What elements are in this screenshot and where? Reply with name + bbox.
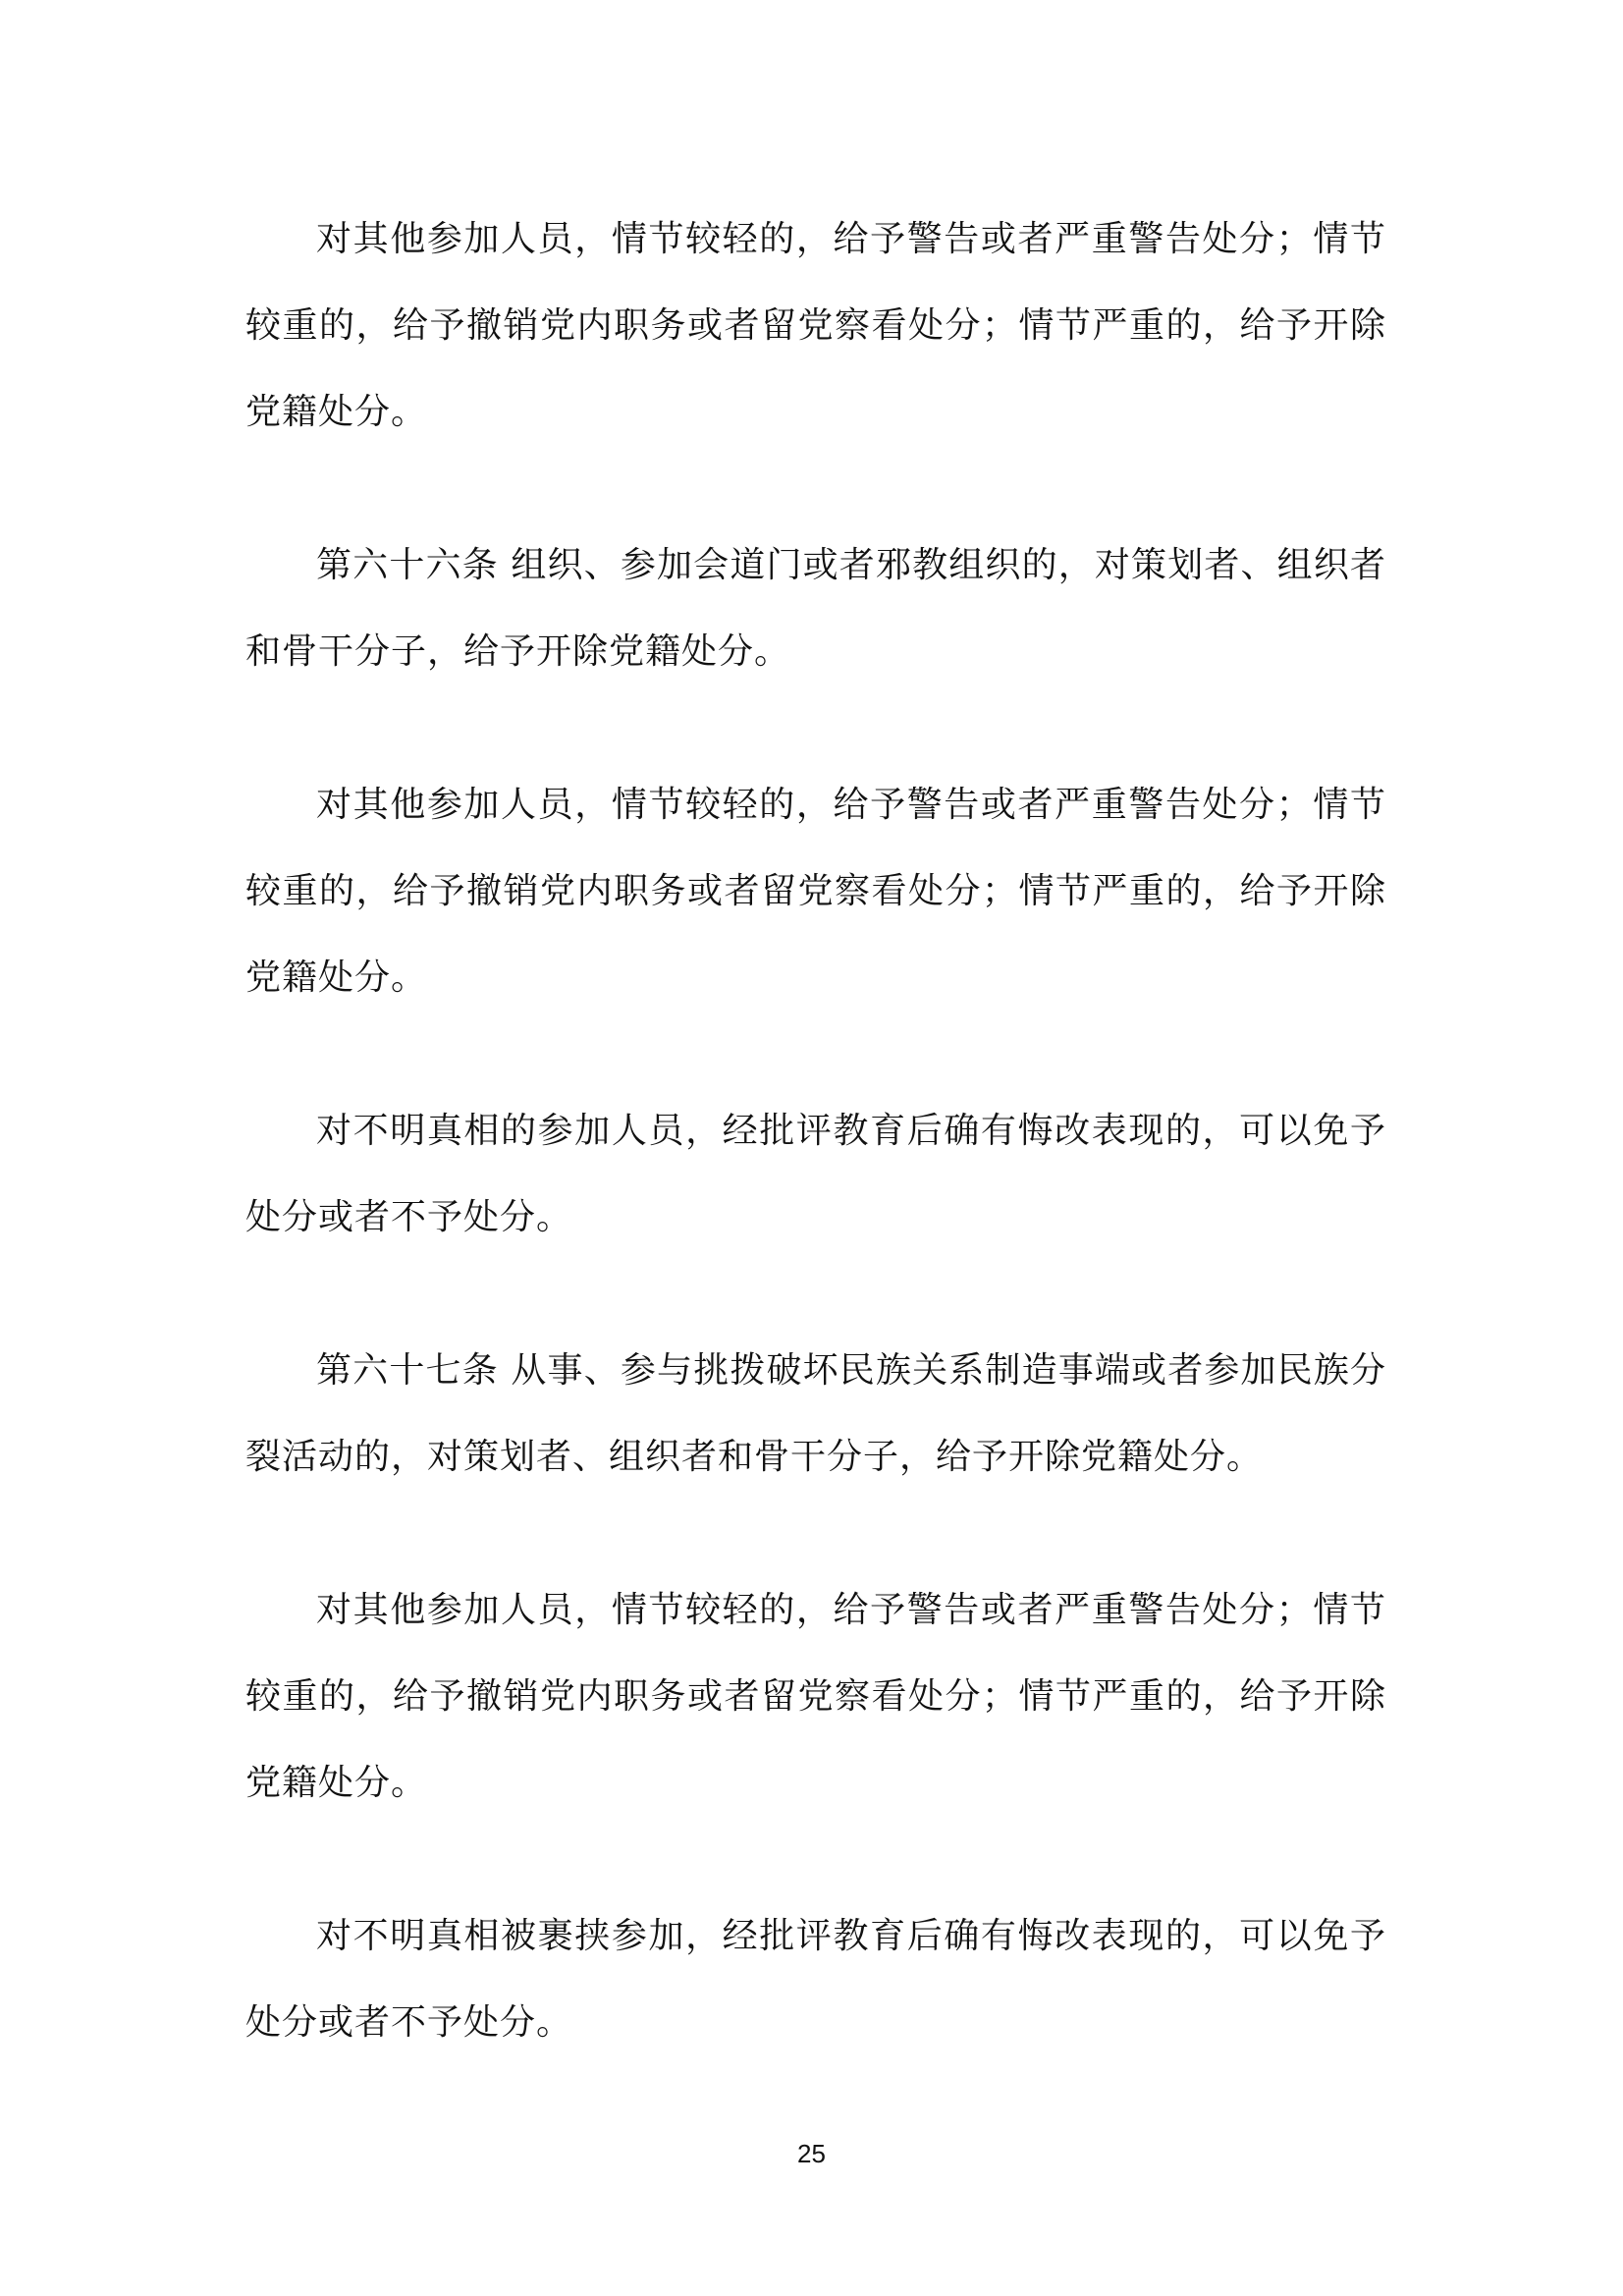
paragraph-1: 对其他参加人员，情节较轻的，给予警告或者严重警告处分；情节较重的，给予撤销党内职务或者留党察看处分；情节严重的，给予开除党籍处分。 [245,219,1386,432]
paragraph-3: 对其他参加人员，情节较轻的，给予警告或者严重警告处分；情节较重的，给予撤销党内职务或者留党察看处分；情节严重的，给予开除党籍处分。 [245,785,1386,998]
body-text [245,196,1386,2133]
page-number: 25 [797,2139,826,2168]
paragraph-2-article-66: 第六十六条 组织、参加会道门或者邪教组织的，对策划者、组织者和骨干分子，给予开除党籍处分。 [245,545,1386,672]
paragraph-5-article-67: 第六十七条 从事、参与挑拨破坏民族关系制造事端或者参加民族分裂活动的，对策划者、组织者和骨干分子，给予开除党籍处分。 [245,1350,1386,1477]
paragraph-4: 对不明真相的参加人员，经批评教育后确有悔改表现的，可以免予处分或者不予处分。 [245,1111,1386,1237]
paragraph-7: 对不明真相被裹挟参加，经批评教育后确有悔改表现的，可以免予处分或者不予处分。 [245,1916,1386,2043]
paragraph-6: 对其他参加人员，情节较轻的，给予警告或者严重警告处分；情节较重的，给予撤销党内职务或者留党察看处分；情节严重的，给予开除党籍处分。 [245,1590,1386,1803]
